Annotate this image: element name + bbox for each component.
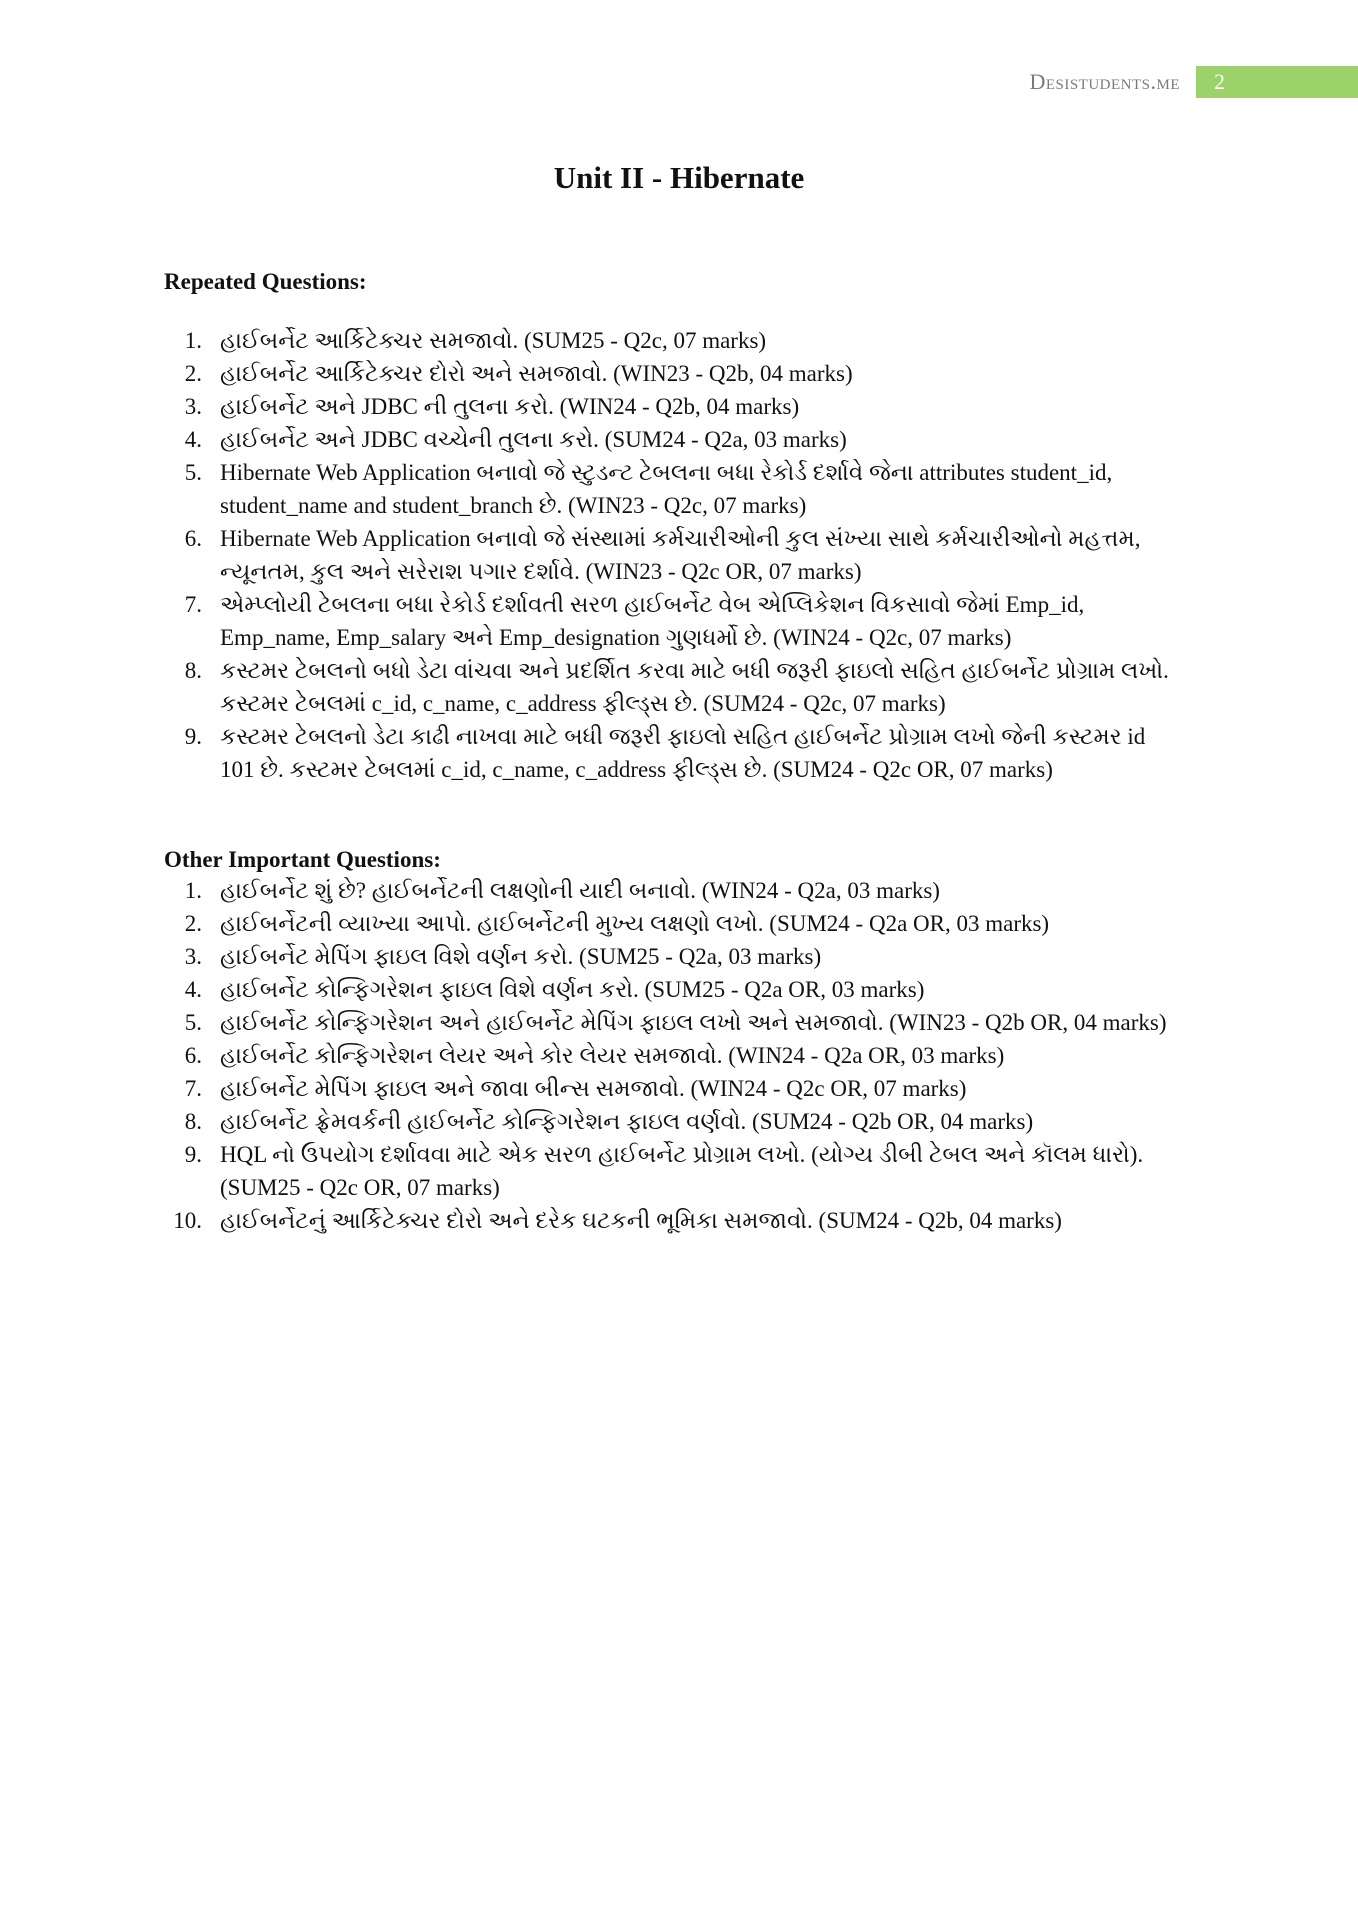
item-text: HQL નો ઉપયોગ દર્શાવવા માટે એક સરળ હાઈબર્નેટ પ્રોગ્રામ લખો. (યોગ્ય ડીબી ટેબલ અને કૉલમ ધારો). (SUM25 - Q2c OR, 07 marks) bbox=[220, 1142, 1144, 1200]
item-text: કસ્ટમર ટેબલનો ડેટા કાઢી નાખવા માટે બધી જરૂરી ફાઇલો સહિત હાઈબર્નેટ પ્રોગ્રામ લખો જેની કસ્ટમર id 101 છે. કસ્ટમર ટેબલમાં c_id, c_name, c_address ફીલ્ડ્સ છે. (SUM24 - Q2c OR, 07 marks) bbox=[220, 724, 1146, 782]
repeated-questions-heading: Repeated Questions: bbox=[164, 269, 367, 294]
list-item bbox=[164, 588, 1204, 654]
item-text: હાઈબર્નેટનું આર્કિટેક્ચર દોરો અને દરેક ઘટકની ભૂમિકા સમજાવો. (SUM24 - Q2b, 04 marks) bbox=[220, 1208, 1062, 1233]
item-text: હાઈબર્નેટની વ્યાખ્યા આપો. હાઈબર્નેટની મુખ્ય લક્ષણો લખો. (SUM24 - Q2a OR, 03 marks) bbox=[220, 911, 1050, 936]
list-item bbox=[164, 720, 1204, 786]
item-text: હાઈબર્નેટ મેપિંગ ફાઇલ અને જાવા બીન્સ સમજાવો. (WIN24 - Q2c OR, 07 marks) bbox=[220, 1076, 967, 1101]
item-number: 7. bbox=[184, 592, 202, 617]
item-number: 2. bbox=[184, 361, 202, 386]
item-text: હાઈબર્નેટ શું છે? હાઈબર્નેટની લક્ષણોની યાદી બનાવો. (WIN24 - Q2a, 03 marks) bbox=[220, 878, 940, 903]
page-number: 2 bbox=[1196, 66, 1358, 98]
item-text: હાઈબર્નેટ આર્કિટેક્ચર સમજાવો. (SUM25 - Q2c, 07 marks) bbox=[220, 328, 767, 353]
page-title: Unit II - Hibernate bbox=[553, 160, 805, 195]
item-text: કસ્ટમર ટેબલનો બધો ડેટા વાંચવા અને પ્રદર્શિત કરવા માટે બધી જરૂરી ફાઇલો સહિત હાઈબર્નેટ પ્રોગ્રામ લખો. કસ્ટમર ટેબલમાં c_id, c_name, c_address ફીલ્ડ્સ છે. (SUM24 - Q2c, 07 marks) bbox=[220, 658, 1169, 716]
list-item bbox=[164, 423, 1204, 456]
list-item bbox=[164, 1105, 1204, 1138]
list-item bbox=[164, 357, 1204, 390]
list-item bbox=[164, 874, 1204, 907]
item-number: 8. bbox=[184, 658, 202, 683]
list-item bbox=[164, 390, 1204, 423]
item-number: 3. bbox=[184, 394, 202, 419]
list-item bbox=[164, 522, 1204, 588]
list-item bbox=[164, 1072, 1204, 1105]
repeated-questions-section bbox=[164, 268, 1204, 786]
item-number: 4. bbox=[184, 427, 202, 452]
item-number: 5. bbox=[184, 1010, 202, 1035]
list-item bbox=[164, 1039, 1204, 1072]
site-name: Desistudents.me bbox=[1029, 69, 1180, 94]
item-number: 9. bbox=[184, 724, 202, 749]
item-text: એમ્પ્લોયી ટેબલના બધા રેકોર્ડ દર્શાવતી સરળ હાઈબર્નેટ વેબ એપ્લિકેશન વિકસાવો જેમાં Emp_id, Emp_name, Emp_salary અને Emp_designation ગુણધર્મો છે. (WIN24 - Q2c, 07 marks) bbox=[220, 592, 1085, 650]
item-number: 7. bbox=[184, 1076, 202, 1101]
item-text: હાઈબર્નેટ ફ્રેમવર્કની હાઈબર્નેટ કોન્ફિગરેશન ફાઇલ વર્ણવો. (SUM24 - Q2b OR, 04 marks) bbox=[220, 1109, 1034, 1134]
other-questions-list bbox=[164, 874, 1204, 1237]
other-questions-heading: Other Important Questions: bbox=[164, 847, 441, 872]
list-item bbox=[164, 324, 1204, 357]
item-text: હાઈબર્નેટ અને JDBC ની તુલના કરો. (WIN24 - Q2b, 04 marks) bbox=[220, 394, 800, 419]
list-item bbox=[164, 654, 1204, 720]
list-item bbox=[164, 1138, 1204, 1204]
page-header bbox=[1029, 66, 1358, 98]
item-text: હાઈબર્નેટ આર્કિટેક્ચર દોરો અને સમજાવો. (WIN23 - Q2b, 04 marks) bbox=[220, 361, 853, 386]
item-number: 9. bbox=[184, 1142, 202, 1167]
item-text: Hibernate Web Application બનાવો જે સ્ટુડન્ટ ટેબલના બધા રેકોર્ડ દર્શાવે જેના attributes student_id, student_name and student_branch છે. (WIN23 - Q2c, 07 marks) bbox=[220, 460, 1113, 518]
list-item bbox=[164, 907, 1204, 940]
item-number: 5. bbox=[184, 460, 202, 485]
list-item bbox=[164, 940, 1204, 973]
repeated-questions-list bbox=[164, 324, 1204, 786]
item-number: 4. bbox=[184, 977, 202, 1002]
item-text: Hibernate Web Application બનાવો જે સંસ્થામાં કર્મચારીઓની કુલ સંખ્યા સાથે કર્મચારીઓનો મહત્તમ, ન્યૂનતમ, કુલ અને સરેરાશ પગાર દર્શાવે. (WIN23 - Q2c OR, 07 marks) bbox=[220, 526, 1141, 584]
list-item bbox=[164, 973, 1204, 1006]
other-questions-section bbox=[164, 846, 1204, 1237]
item-number: 10. bbox=[173, 1208, 202, 1233]
item-text: હાઈબર્નેટ અને JDBC વચ્ચેની તુલના કરો. (SUM24 - Q2a, 03 marks) bbox=[220, 427, 847, 452]
item-number: 1. bbox=[184, 328, 202, 353]
item-number: 3. bbox=[184, 944, 202, 969]
item-text: હાઈબર્નેટ કોન્ફિગરેશન લેયર અને કોર લેયર સમજાવો. (WIN24 - Q2a OR, 03 marks) bbox=[220, 1043, 1005, 1068]
list-item bbox=[164, 1204, 1204, 1237]
list-item bbox=[164, 1006, 1204, 1039]
list-item bbox=[164, 456, 1204, 522]
item-number: 6. bbox=[184, 526, 202, 551]
item-number: 8. bbox=[184, 1109, 202, 1134]
item-number: 2. bbox=[184, 911, 202, 936]
item-number: 6. bbox=[184, 1043, 202, 1068]
item-text: હાઈબર્નેટ કોન્ફિગરેશન અને હાઈબર્નેટ મેપિંગ ફાઇલ લખો અને સમજાવો. (WIN23 - Q2b OR, 04 marks) bbox=[220, 1010, 1167, 1035]
item-text: હાઈબર્નેટ મેપિંગ ફાઇલ વિશે વર્ણન કરો. (SUM25 - Q2a, 03 marks) bbox=[220, 944, 822, 969]
item-text: હાઈબર્નેટ કોન્ફિગરેશન ફાઇલ વિશે વર્ણન કરો. (SUM25 - Q2a OR, 03 marks) bbox=[220, 977, 925, 1002]
item-number: 1. bbox=[184, 878, 202, 903]
